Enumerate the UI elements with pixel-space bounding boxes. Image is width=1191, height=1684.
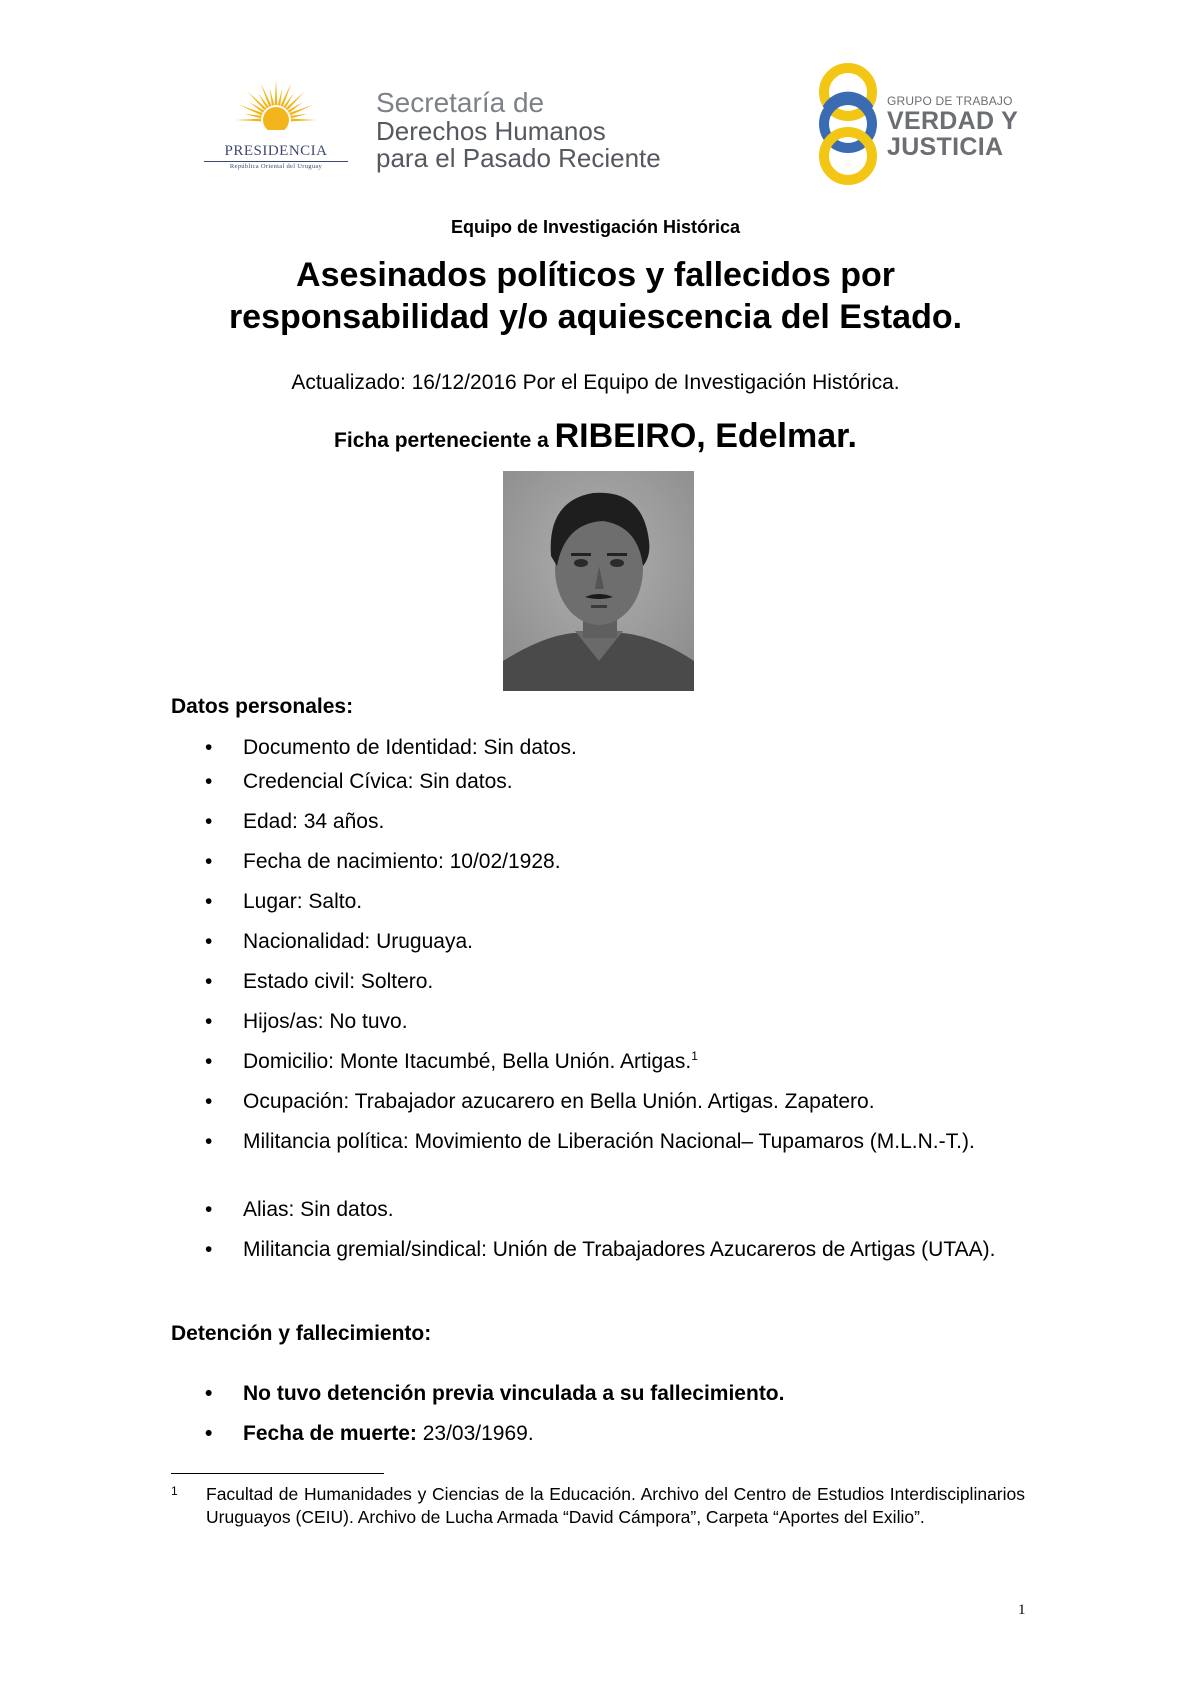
bullet-icon: • <box>205 1382 213 1405</box>
fecha-de-muerte-value: 23/03/1969. <box>416 1422 534 1445</box>
main-title-line-2: responsabilidad y/o aquiescencia del Estado. <box>228 298 963 336</box>
bullet-icon: • <box>205 1238 213 1261</box>
detencion-previa: No tuvo detención previa vinculada a su fallecimiento. <box>243 1382 785 1405</box>
presidencia-divider <box>204 161 348 162</box>
secretaria-line-3: para el Pasado Reciente <box>376 143 661 173</box>
bullet-icon: • <box>205 736 213 759</box>
datos-nacimiento: Fecha de nacimiento: 10/02/1928. <box>243 850 561 873</box>
justicia-label: JUSTICIA <box>887 133 1004 161</box>
page-number: 1 <box>1018 1602 1026 1618</box>
datos-hijos: Hijos/as: No tuvo. <box>243 1010 408 1033</box>
main-title-line-1: Asesinados políticos y fallecidos por <box>296 256 895 294</box>
bullet-icon: • <box>205 1010 213 1033</box>
datos-credencial: Credencial Cívica: Sin datos. <box>243 770 513 793</box>
verdad-justicia-logo <box>813 62 1033 186</box>
datos-documento: Documento de Identidad: Sin datos. <box>243 736 577 759</box>
datos-alias: Alias: Sin datos. <box>243 1198 394 1221</box>
team-title: Equipo de Investigación Histórica <box>450 217 741 237</box>
secretaria-logo-text <box>376 88 661 172</box>
datos-lugar: Lugar: Salto. <box>243 890 363 913</box>
bullet-icon: • <box>205 770 213 793</box>
sun-icon <box>196 80 356 142</box>
datos-militancia-gremial: Militancia gremial/sindical: Unión de Trabajadores Azucareros de Artigas (UTAA). <box>243 1238 996 1261</box>
verdad-y-label: VERDAD Y <box>887 107 1019 135</box>
sun-ray <box>261 83 272 107</box>
sun-ray <box>245 114 262 119</box>
secretaria-line-1: Secretaría de <box>376 87 545 118</box>
sun-ray <box>275 80 278 105</box>
bullet-icon: • <box>205 1422 213 1445</box>
datos-nacionalidad: Nacionalidad: Uruguaya. <box>243 930 473 953</box>
presidencia-subtitle: República Oriental del Uruguay <box>229 163 323 170</box>
presidencia-label: PRESIDENCIA <box>224 143 328 159</box>
datos-personales-heading: Datos personales: <box>171 695 354 718</box>
datos-militancia-politica: Militancia política: Movimiento de Liberación Nacional– Tupamaros (M.L.N.-T.). <box>243 1130 975 1153</box>
portrait-image <box>503 471 694 691</box>
datos-estado-civil: Estado civil: Soltero. <box>243 970 434 993</box>
person-name: RIBEIRO, Edelmar. <box>554 417 857 455</box>
sun-ray <box>291 119 316 122</box>
fecha-de-muerte-label: Fecha de muerte: <box>243 1422 417 1445</box>
main-title <box>0 254 1191 338</box>
bullet-icon: • <box>205 850 213 873</box>
sun-ray <box>270 89 275 106</box>
bullet-icon: • <box>205 890 213 913</box>
bullet-icon: • <box>205 1198 213 1221</box>
datos-domicilio <box>243 1048 1025 1075</box>
updated-line: Actualizado: 16/12/2016 Por el Equipo de Investigación Histórica. <box>291 371 900 394</box>
bullet-icon: • <box>205 1130 213 1153</box>
detencion-heading: Detención y fallecimiento: <box>171 1322 432 1345</box>
ficha-prefix: Ficha perteneciente a <box>334 429 549 452</box>
datos-edad: Edad: 34 años. <box>243 810 385 833</box>
linked-rings-icon <box>813 62 883 186</box>
datos-ocupacion: Ocupación: Trabajador azucarero en Bella Unión. Artigas. Zapatero. <box>243 1090 875 1113</box>
fecha-de-muerte <box>243 1420 1025 1447</box>
ficha-line <box>0 417 1191 456</box>
sun-ray <box>239 105 263 116</box>
sun-ray <box>278 89 283 106</box>
sun-ray <box>236 119 261 122</box>
bullet-icon: • <box>205 1050 213 1073</box>
footnote-reference: 1 <box>691 1049 698 1063</box>
domicilio-text: Domicilio: Monte Itacumbé, Bella Unión. Artigas. <box>243 1050 692 1073</box>
presidencia-logo <box>196 80 356 180</box>
bullet-icon: • <box>205 1090 213 1113</box>
bullet-icon: • <box>205 970 213 993</box>
footnote-divider <box>171 1473 384 1474</box>
verdad-justicia-wordmark <box>887 94 1018 160</box>
footnote-text: Facultad de Humanidades y Ciencias de la Educación. Archivo del Centro de Estudios Interdisciplinarios Uruguayos (CEIU). Archivo de Lucha Armada “David Cámpora”, Carpeta “Aportes del Exilio”. <box>206 1484 1025 1527</box>
sun-ray <box>289 105 313 116</box>
grupo-de-trabajo-label: GRUPO DE TRABAJO <box>887 94 1013 108</box>
bullet-icon: • <box>205 930 213 953</box>
portrait-photo <box>503 471 694 691</box>
sun-ray <box>290 114 307 119</box>
sun-ray <box>280 83 291 107</box>
secretaria-line-2: Derechos Humanos <box>376 116 606 146</box>
footnote-number: 1 <box>171 1484 178 1498</box>
bullet-icon: • <box>205 810 213 833</box>
